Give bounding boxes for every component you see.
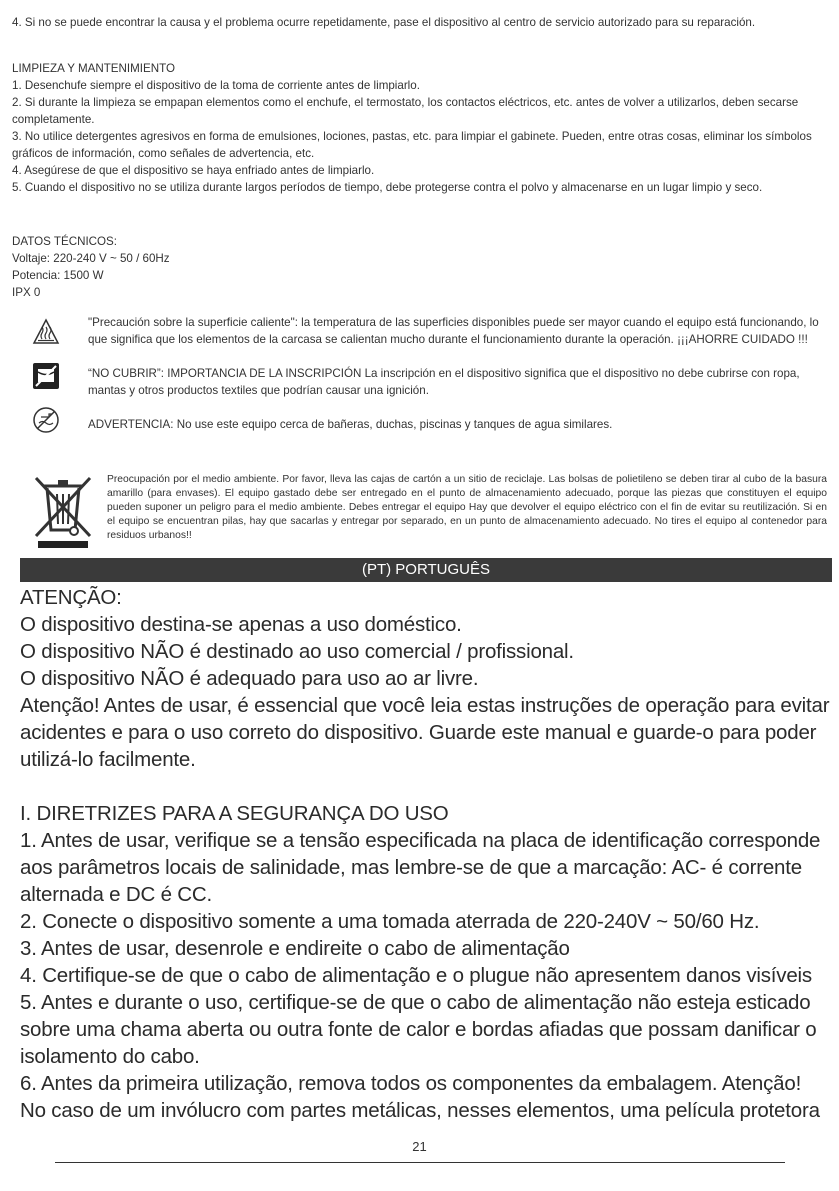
attention-line: O dispositivo NÃO é destinado ao uso comercial / profissional. <box>20 640 574 663</box>
hot-surface-icon <box>32 318 60 346</box>
attention-line: O dispositivo destina-se apenas a uso doméstico. <box>20 613 462 636</box>
water-warning: ADVERTENCIA: No use este equipo cerca de bañeras, duchas, piscinas y tanques de agua similares. <box>88 418 613 431</box>
safety-heading: I. DIRETRIZES PARA A SEGURANÇA DO USO <box>20 802 449 825</box>
environment-note: Preocupación por el medio ambiente. Por favor, lleva las cajas de cartón a un sitio de reciclaje. Las bolsas de polietileno se deben tirar al cubo de la basura amarillo (para envases). El equipo gastado debe ser entregado en el punto de almacenamiento adecuado, porque las piezas que constituyen el equipo pueden suponer un peligro para el medio ambiente. Debes entregar el equipo Hay que devolver el equipo eléctrico con el fin de evitar su reutilización. Si en el equipo se encuentran pilas, hay que sacarlas y entregar por separado, en un punto de almacenamiento adecuado. No tires el equipo al contenedor para residuos urbanos!! <box>107 474 827 541</box>
cleaning-section <box>12 60 824 196</box>
warnings-section <box>88 314 824 450</box>
voltage-spec: Voltaje: 220-240 V ~ 50 / 60Hz <box>12 252 170 265</box>
safety-item: 3. Antes de usar, desenrole e endireite o cabo de alimentação <box>20 937 570 960</box>
spacer <box>20 773 832 800</box>
attention-line: Atenção! Antes de usar, é essencial que você leia estas instruções de operação para evitar acidentes e para o uso correto do dispositivo. Guarde este manual e guarde-o para poder utilizá-lo facilmente. <box>20 694 830 771</box>
warning-icons <box>32 318 66 450</box>
specs-heading: DATOS TÉCNICOS: <box>12 235 118 248</box>
cleaning-item: 5. Cuando el dispositivo no se utiliza durante largos períodos de tiempo, debe protegerse contra el polvo y almacenarse en un lugar limpio y seco. <box>12 181 763 194</box>
cleaning-item: 4. Asegúrese de que el dispositivo se haya enfriado antes de limpiarlo. <box>12 164 375 177</box>
ipx-spec: IPX 0 <box>12 286 41 299</box>
safety-item: 6. Antes da primeira utilização, remova todos os componentes da embalagem. Atenção! No caso de um invólucro com partes metálicas, nesses elementos, uma película protetora <box>20 1072 820 1122</box>
cleaning-item: 3. No utilice detergentes agresivos en forma de emulsiones, lociones, pastas, etc. para limpiar el gabinete. Pueden, entre otras cosas, eliminar los símbolos gráficos de información, como señales de advertencia, etc. <box>12 130 812 160</box>
portuguese-section <box>20 584 832 1124</box>
troubleshooting-note <box>12 14 824 31</box>
attention-heading: ATENÇÃO: <box>20 586 122 609</box>
do-not-cover-warning: “NO CUBRIR”: IMPORTANCIA DE LA INSCRIPCIÓN La inscripción en el dispositivo significa que el dispositivo no debe cubrirse con ropa, mantas y otros productos textiles que podrían causar una ignición. <box>88 367 800 397</box>
cleaning-item: 2. Si durante la limpieza se empapan elementos como el enchufe, el termostato, los contactos eléctricos, etc. antes de volver a utilizarlos, deben secarse completamente. <box>12 96 799 126</box>
safety-item: 2. Conecte o dispositivo somente a uma tomada aterrada de 220-240V ~ 50/60 Hz. <box>20 910 760 933</box>
hot-surface-warning: "Precaución sobre la superficie caliente": la temperatura de las superficies disponibles puede ser mayor cuando el equipo está funcionando, lo que significa que los elementos de la carcasa se calientan mucho durante el funcionamiento durante la operación. ¡¡¡AHORRE CUIDADO !!! <box>88 316 819 346</box>
footer-divider <box>55 1162 785 1163</box>
power-spec: Potencia: 1500 W <box>12 269 104 282</box>
safety-item: 1. Antes de usar, verifique se a tensão especificada na placa de identificação corresponde aos parâmetros locais de salinidade, mas lembre-se de que a marcação: AC- é corrente alternada e DC é CC. <box>20 829 821 906</box>
troubleshooting-item-4: 4. Si no se puede encontrar la causa y el problema ocurre repetidamente, pase el dispositivo al centro de servicio autorizado para su reparación. <box>12 16 756 29</box>
cleaning-item: 1. Desenchufe siempre el dispositivo de la toma de corriente antes de limpiarlo. <box>12 79 420 92</box>
safety-item: 5. Antes e durante o uso, certifique-se de que o cabo de alimentação não esteja esticado sobre uma chama aberta ou outra fonte de calor e bordas afiadas que possam danificar o isolamento do cabo. <box>20 991 817 1068</box>
language-section-bar: (PT) PORTUGUÊS <box>20 558 832 582</box>
technical-data-section <box>12 233 824 301</box>
page-number: 21 <box>412 1139 427 1154</box>
no-water-icon <box>32 406 60 434</box>
attention-line: O dispositivo NÃO é adequado para uso ao ar livre. <box>20 667 479 690</box>
safety-item: 4. Certifique-se de que o cabo de alimentação e o plugue não apresentem danos visíveis <box>20 964 812 987</box>
do-not-cover-icon <box>32 362 60 390</box>
crossed-out-bin-icon <box>30 474 96 550</box>
cleaning-heading: LIMPIEZA Y MANTENIMIENTO <box>12 62 175 75</box>
